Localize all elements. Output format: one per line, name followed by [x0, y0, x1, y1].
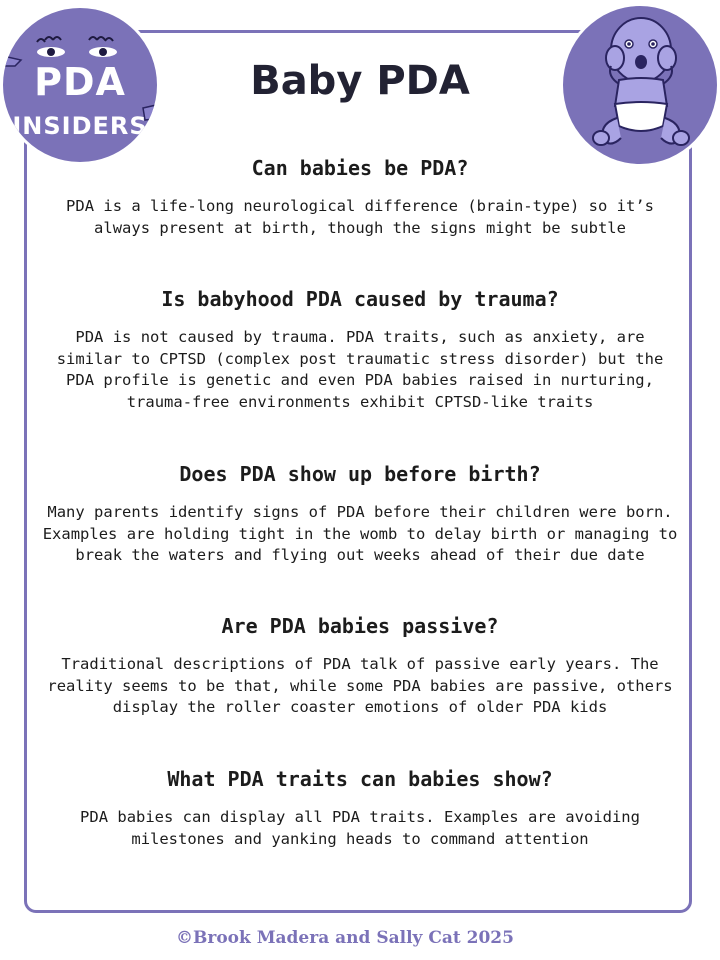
section-body: PDA is not caused by trauma. PDA traits, such as anxiety, are similar to CPTSD (complex post traumatic stress disorder) but the PDA profile is genetic and even PDA babies raised in nurturing, trauma-free environments exhibit CPTSD-like traits: [56, 328, 664, 411]
section-can-babies-be-pda: [40, 156, 680, 239]
logo-text-insiders: INSIDERS: [12, 112, 148, 140]
copyright-footer: ©Brook Madera and Sally Cat 2025: [176, 928, 514, 948]
logo-text-pda: PDA: [34, 60, 126, 104]
baby-icon: [563, 6, 719, 166]
section-trauma: [40, 287, 680, 413]
section-heading: Is babyhood PDA caused by trauma?: [161, 287, 559, 311]
baby-illustration: [560, 3, 720, 167]
section-body: PDA babies can display all PDA traits. Examples are avoiding milestones and yanking heads to command attention: [80, 808, 640, 848]
section-heading: What PDA traits can babies show?: [167, 767, 553, 791]
section-heading: Does PDA show up before birth?: [179, 462, 541, 486]
section-passive: [40, 614, 680, 719]
section-body: Many parents identify signs of PDA before their children were born. Examples are holding tight in the womb to delay birth or managing to break the waters and flying out weeks ahead of their due date: [42, 503, 678, 564]
section-heading: Are PDA babies passive?: [221, 614, 499, 638]
section-body: PDA is a life-long neurological difference (brain-type) so it’s always present at birth, though the signs might be subtle: [66, 197, 654, 237]
section-before-birth: [40, 462, 680, 567]
section-traits: [40, 767, 680, 850]
section-heading: Can babies be PDA?: [251, 156, 469, 180]
section-body: Traditional descriptions of PDA talk of passive early years. The reality seems to be that, while some PDA babies are passive, others display the roller coaster emotions of older PDA kids: [47, 655, 673, 716]
pda-insiders-logo: [0, 5, 160, 165]
page-title: Baby PDA: [250, 58, 470, 104]
